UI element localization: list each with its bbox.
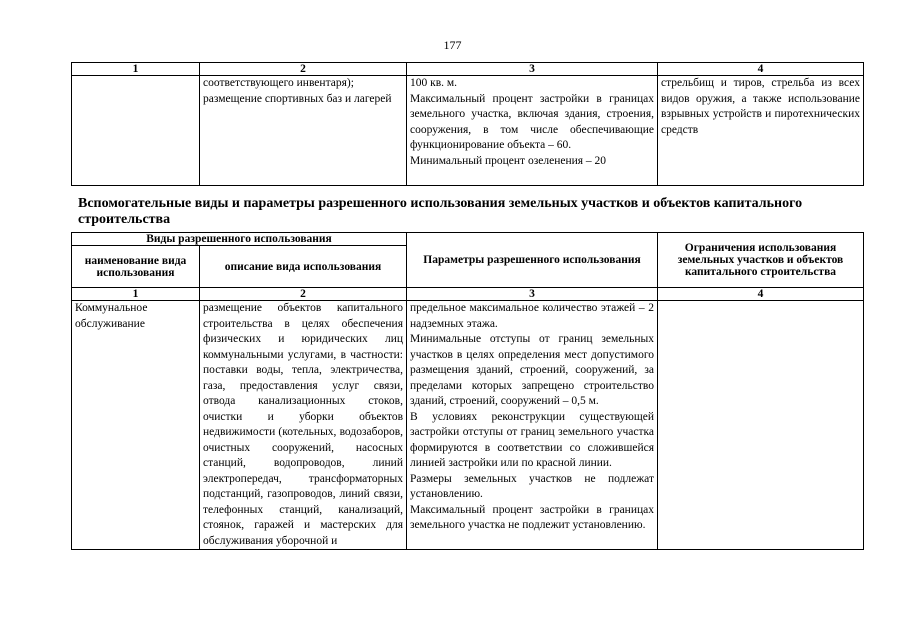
text-paragraph: Минимальные отступы от границ земельных участков в целях определения мест допустимого размещения зданий, строений, сооружений, за пределами которых запрещено строительство зданий, строений, сооружений – 0,5 м. <box>410 333 654 407</box>
section-heading: Вспомогательные виды и параметры разрешенного использования земельных участков и объектов капитального строительства <box>78 196 803 227</box>
text-line: соответствующего инвентаря); <box>203 77 354 89</box>
text-paragraph: Размеры земельных участков не подлежат установлению. <box>410 472 654 500</box>
auxiliary-uses-table <box>71 232 864 550</box>
column-number: 1 <box>72 63 200 76</box>
text-paragraph: 100 кв. м. <box>410 77 458 89</box>
cell-use-description: размещение объектов капитального строительства в целях обеспечения физических и юридических лиц коммунальными услугами, в частности: поставки воды, тепла, электричества, газа, предоставления услуг связи, отвода канализационных стоков, очистки и уборки объектов недвижимости (котельных, водозаборов, очистных сооружений, насосных станций, водопроводов, линий электропередач, трансформаторных подстанций, газопроводов, линий связи, телефонных станций, канализаций, стоянок, гаражей и мастерских для обслуживания уборочной и <box>200 301 407 550</box>
column-number-row <box>72 63 864 76</box>
cell-params <box>407 301 658 550</box>
column-number: 3 <box>407 288 658 301</box>
column-number: 4 <box>658 63 864 76</box>
table-row <box>72 76 864 186</box>
column-number: 1 <box>72 288 200 301</box>
page-number: 177 <box>443 38 462 52</box>
header-use-name: наименование вида использования <box>72 246 200 288</box>
text-paragraph: Максимальный процент застройки в границах земельного участка не подлежит установлению. <box>410 503 654 531</box>
table-row <box>72 301 864 550</box>
text-paragraph: Минимальный процент озеленения – 20 <box>410 154 607 167</box>
cell-col1 <box>72 76 200 186</box>
column-number: 2 <box>200 288 407 301</box>
header-group-row <box>72 233 864 246</box>
main-params-table-continuation <box>71 62 864 186</box>
cell-restrictions <box>658 301 864 550</box>
column-number: 4 <box>658 288 864 301</box>
column-number: 2 <box>200 63 407 76</box>
header-group-label: Виды разрешенного использования <box>72 233 407 246</box>
header-use-description: описание вида использования <box>200 246 407 288</box>
cell-col4 <box>658 76 864 186</box>
text-paragraph: стрельбищ и тиров, стрельба из всех видов оружия, а также использование взрывных устройств и пиротехнических средств <box>661 77 860 136</box>
cell-col3 <box>407 76 658 186</box>
text-paragraph: предельное максимальное количество этажей – 2 надземных этажа. <box>410 302 654 330</box>
cell-use-name: Коммунальное обслуживание <box>72 301 200 550</box>
text-paragraph: В условиях реконструкции существующей застройки отступы от границ земельного участка формируются в соответствии со сложившейся линией застройки или по красной линии. <box>410 410 654 469</box>
text-paragraph: Максимальный процент застройки в границах земельного участка, включая здания, строения, сооружения, в том числе обеспечивающие функционирование объекта – 60. <box>410 92 654 151</box>
header-restrictions: Ограничения использования земельных участков и объектов капитального строительства <box>658 233 864 288</box>
header-params: Параметры разрешенного использования <box>407 233 658 288</box>
column-number-row <box>72 288 864 301</box>
text-line: размещение спортивных баз и лагерей <box>203 92 392 105</box>
column-number: 3 <box>407 63 658 76</box>
cell-col2 <box>200 76 407 186</box>
